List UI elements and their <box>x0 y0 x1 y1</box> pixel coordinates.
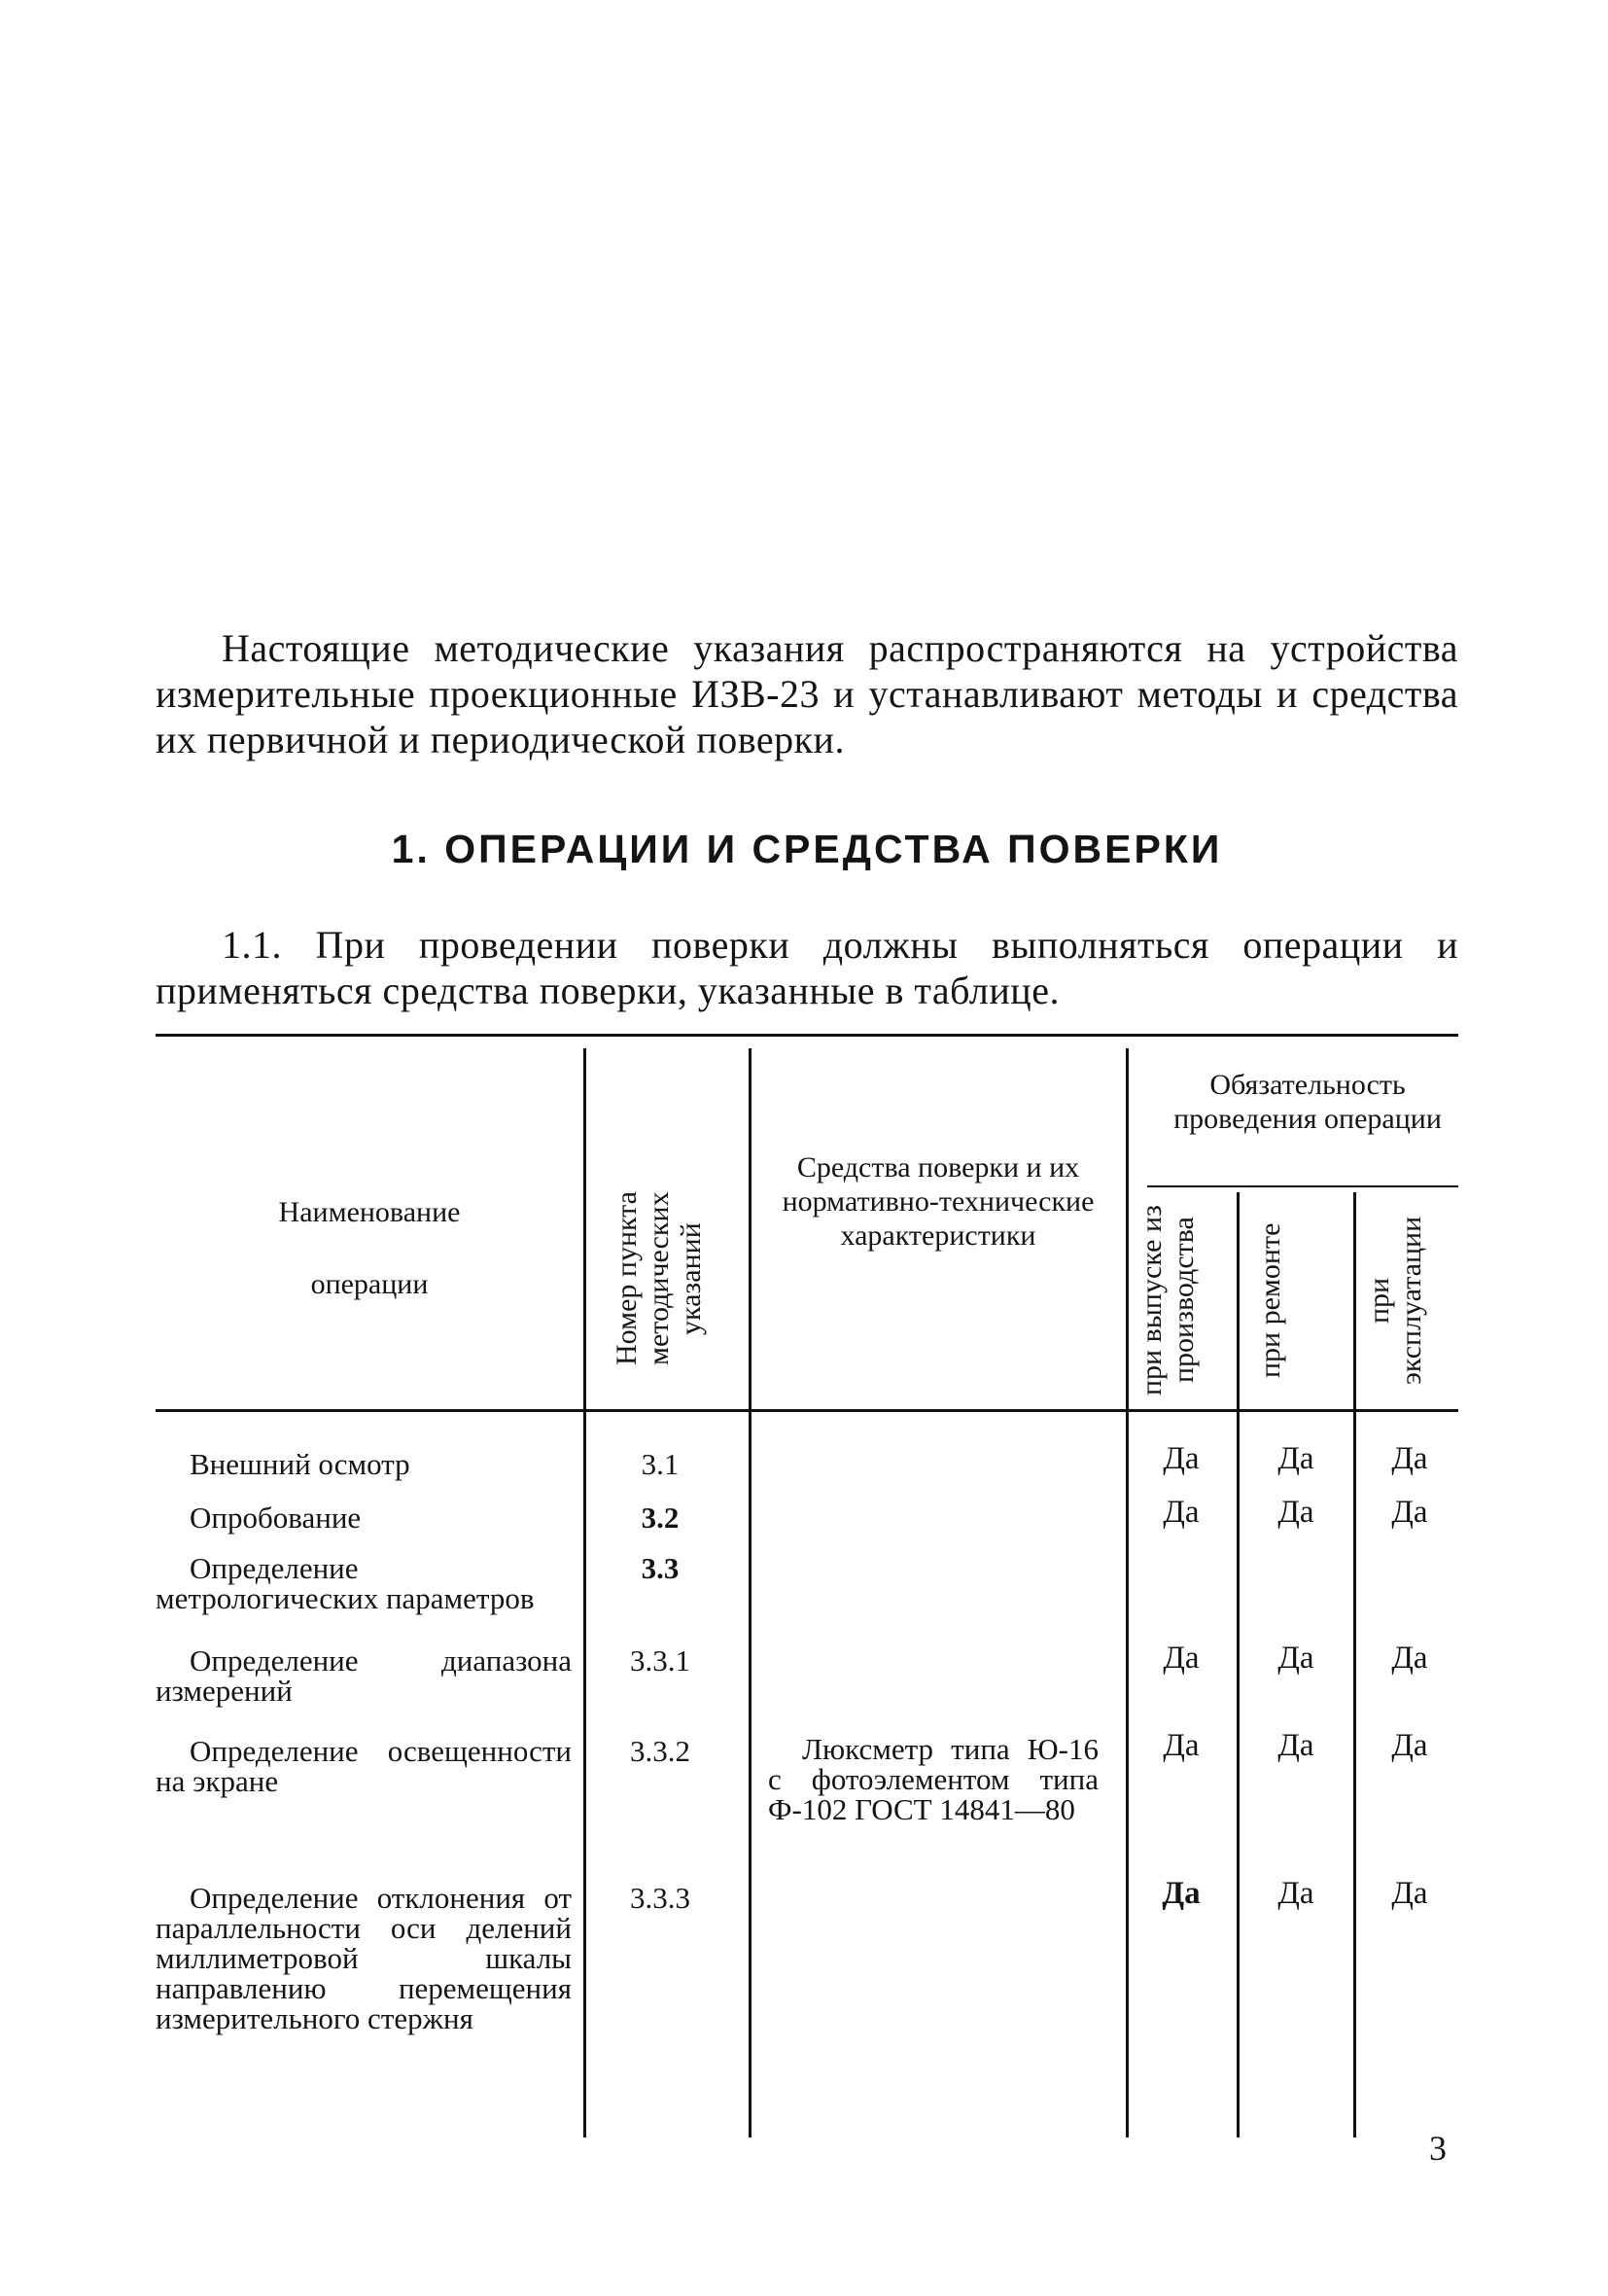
row-4-repair: Да <box>1277 1641 1314 1676</box>
obligation-subrule <box>1147 1185 1458 1187</box>
row-5-release: Да <box>1163 1728 1200 1763</box>
column-divider-5 <box>1353 1192 1356 2137</box>
row-2-use: Да <box>1391 1495 1428 1530</box>
page-number: 3 <box>1429 2129 1447 2168</box>
row-5-means: Люксметр типа Ю-16 с фотоэлементом типа Ф-102 ГОСТ 14841—80 <box>768 1732 1099 1826</box>
intro-paragraph: Настоящие методические указания распространяются на устройства измерительные проекционные ИЗВ-23 и устанавливают методы и средства их первичной и периодической поверки. <box>156 626 1458 761</box>
column-divider-3 <box>1126 1048 1129 2137</box>
row-6-name: Определение отклонения от параллельности оси делений миллиметровой шкалы направлению перемещения измерительного стержня <box>156 1881 572 2035</box>
column-divider-4 <box>1237 1192 1240 2137</box>
header-release: при выпуске из производства <box>1136 1205 1200 1395</box>
row-2-clause: 3.2 <box>641 1501 680 1535</box>
header-operation-use: при эксплуатации <box>1363 1216 1427 1385</box>
row-5-name: Определение освещенности на экране <box>156 1734 572 1798</box>
column-divider-1 <box>583 1048 586 2137</box>
header-clause: Номер пункта методических указаний <box>611 1191 707 1366</box>
row-2-repair: Да <box>1277 1495 1314 1530</box>
row-1-repair: Да <box>1277 1441 1314 1476</box>
header-repair: при ремонте <box>1254 1222 1286 1378</box>
row-5-use: Да <box>1391 1728 1428 1763</box>
row-6-repair: Да <box>1277 1876 1314 1911</box>
row-6-release: Да <box>1162 1876 1201 1911</box>
row-6-use: Да <box>1391 1876 1428 1911</box>
row-1-release: Да <box>1163 1441 1200 1476</box>
header-operation: Наименование операции <box>278 1196 461 1300</box>
table-header-rule <box>156 1409 1458 1412</box>
section-heading: 1. ОПЕРАЦИИ И СРЕДСТВА ПОВЕРКИ <box>391 827 1223 871</box>
row-5-repair: Да <box>1277 1728 1314 1763</box>
row-6-clause: 3.3.3 <box>630 1881 690 1915</box>
table-top-rule <box>156 1034 1458 1037</box>
paragraph-1-1: 1.1. При проведении поверки должны выполняться операции и применяться средства поверки, указанные в таблице. <box>156 923 1458 1012</box>
row-4-use: Да <box>1391 1641 1428 1676</box>
row-4-release: Да <box>1163 1641 1200 1676</box>
row-4-clause: 3.3.1 <box>630 1643 690 1678</box>
row-3-clause: 3.3 <box>641 1551 680 1585</box>
row-3-name: Определение метрологических параметров <box>156 1551 535 1615</box>
header-obligation: Обязательность проведения операции <box>1173 1069 1442 1135</box>
row-1-name: Внешний осмотр <box>190 1447 410 1481</box>
row-5-clause: 3.3.2 <box>630 1734 690 1768</box>
row-2-release: Да <box>1163 1495 1200 1530</box>
row-1-clause: 3.1 <box>641 1447 680 1481</box>
column-divider-2 <box>749 1048 752 2137</box>
row-2-name: Опробование <box>190 1501 362 1535</box>
header-means: Средства поверки и их нормативно-технические характеристики <box>782 1151 1095 1252</box>
row-4-name: Определение диапазона измерений <box>156 1643 572 1708</box>
row-1-use: Да <box>1391 1441 1428 1476</box>
